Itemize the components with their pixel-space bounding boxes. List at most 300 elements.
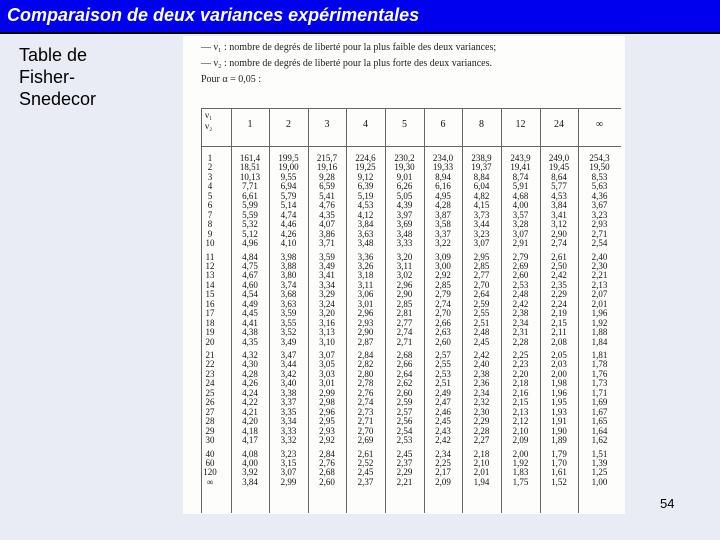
table-cell: 3,23 — [280, 448, 297, 459]
table-cell: 3,23 — [591, 209, 608, 220]
table-cell: 1,81 — [591, 350, 608, 360]
table-cell: 3,71 — [319, 238, 335, 249]
legend-line: — ν₂ : nombre de degrés de liberté pour la plus forte des deux variances. — [201, 58, 492, 69]
table-cell: 1,67 — [591, 406, 608, 417]
table-cell: 2,60 — [396, 387, 413, 398]
table-cell: 2,52 — [357, 457, 374, 468]
table-cell: 2,90 — [551, 228, 567, 239]
column-header: 12 — [515, 119, 526, 130]
table-cell: 3,87 — [435, 209, 451, 220]
legend-line: Pour α = 0,05 : — [201, 74, 262, 85]
table-cell: 4,10 — [280, 238, 297, 249]
table-cell: 2,63 — [435, 327, 451, 338]
table-cell: 3,58 — [435, 219, 451, 230]
table-cell: 3,35 — [280, 406, 297, 417]
table-cell: 3,63 — [280, 298, 297, 309]
table-cell: 3,11 — [396, 260, 413, 271]
column-header: 4 — [363, 119, 368, 130]
table-cell: 238,9 — [471, 153, 492, 163]
table-cell: 6,04 — [473, 181, 490, 192]
table-cell: 3,40 — [280, 378, 297, 389]
table-cell: 3,84 — [242, 476, 258, 487]
table-cell: 2,38 — [473, 368, 490, 379]
table-cell: 6,94 — [280, 181, 297, 192]
table-cell: 2,13 — [591, 279, 608, 290]
table-cell: 3,06 — [357, 289, 374, 300]
table-cell: 1,92 — [591, 317, 608, 328]
table-cell: 5,77 — [551, 181, 567, 192]
table-cell: 2,45 — [473, 336, 490, 347]
table-cell: 2,47 — [435, 397, 451, 408]
table-cell: 4,26 — [242, 378, 258, 389]
table-cell: 2,35 — [551, 279, 567, 290]
table-cell: 3,23 — [473, 228, 490, 239]
column-header: 24 — [554, 119, 564, 130]
table-cell: 1,65 — [591, 416, 608, 427]
table-cell: 2,82 — [357, 359, 374, 370]
table-cell: 2,60 — [435, 336, 451, 347]
table-cell: 3,29 — [319, 289, 335, 300]
table-cell: 2,70 — [357, 425, 374, 436]
table-cell: 2,57 — [435, 350, 451, 360]
table-cell: 2,61 — [551, 251, 567, 262]
table-cell: 2,15 — [512, 397, 529, 408]
table-cell: 3,28 — [512, 219, 529, 230]
table-cell: 10,13 — [239, 171, 261, 182]
table-cell: 2,68 — [319, 467, 335, 478]
table-cell: 3,84 — [551, 200, 567, 211]
table-cell: 4,38 — [242, 327, 258, 338]
table-cell: 1,51 — [591, 448, 608, 459]
row-label: 17 — [205, 308, 215, 319]
column-header: 1 — [247, 119, 253, 130]
table-cell: 2,28 — [512, 336, 529, 347]
table-cell: 2,90 — [357, 327, 374, 338]
table-cell: 2,43 — [435, 425, 451, 436]
table-cell: 6,16 — [435, 181, 451, 192]
table-cell: 3,86 — [319, 228, 335, 239]
table-cell: 3,41 — [551, 209, 567, 220]
table-cell: 4,76 — [319, 200, 335, 211]
table-cell: 6,61 — [242, 190, 258, 201]
table-cell: 3,22 — [435, 238, 451, 249]
table-cell: 2,99 — [319, 387, 335, 398]
table-cell: 2,48 — [473, 327, 490, 338]
table-cell: 5,05 — [396, 190, 413, 201]
table-cell: 3,34 — [319, 279, 335, 290]
row-label: 13 — [205, 270, 215, 281]
table-cell: 4,84 — [242, 251, 258, 262]
table-cell: 2,85 — [473, 260, 490, 271]
table-cell: 2,45 — [396, 448, 413, 459]
table-cell: 2,68 — [396, 350, 413, 360]
table-cell: 1,25 — [591, 467, 608, 478]
table-cell: 4,24 — [242, 387, 258, 398]
table-cell: 5,79 — [280, 190, 297, 201]
table-cell: 4,36 — [591, 190, 608, 201]
table-cell: 1,64 — [591, 425, 608, 436]
table-cell: 2,32 — [473, 397, 490, 408]
table-cell: 3,32 — [280, 435, 297, 446]
table-cell: 2,29 — [473, 416, 490, 427]
table-cell: 7,71 — [242, 181, 258, 192]
row-label: 2 — [207, 162, 213, 173]
table-cell: 2,76 — [319, 457, 335, 468]
table-cell: 2,70 — [435, 308, 451, 319]
table-cell: 2,45 — [357, 467, 374, 478]
table-cell: 2,66 — [396, 359, 413, 370]
table-cell: 4,67 — [242, 270, 258, 281]
table-header-line — [201, 146, 621, 147]
table-cell: 2,96 — [319, 406, 335, 417]
table-cell: 2,55 — [435, 359, 451, 370]
legend-line: — ν₁ : nombre de degrés de liberté pour la plus faible des deux variances; — [201, 42, 497, 53]
table-cell: 4,20 — [242, 416, 258, 427]
table-cell: 1,94 — [473, 476, 490, 487]
table-cell: 3,10 — [319, 336, 335, 347]
table-cell: 2,00 — [512, 448, 529, 459]
table-cell: 2,92 — [319, 435, 335, 446]
table-cell: 2,60 — [512, 270, 529, 281]
table-cell: 3,59 — [319, 251, 335, 262]
table-cell: 2,24 — [551, 298, 567, 309]
table-cell: 4,49 — [242, 298, 258, 309]
corner-nu1: ν₁ — [205, 110, 213, 120]
left-label — [19, 44, 179, 110]
row-label: 7 — [207, 209, 213, 220]
table-cell: 224,6 — [355, 153, 376, 163]
table-cell: 2,93 — [319, 425, 335, 436]
table-cell: 3,33 — [396, 238, 413, 249]
table-cell: 1,96 — [591, 308, 608, 319]
table-cell: 4,15 — [473, 200, 490, 211]
table-cell: 3,09 — [435, 251, 451, 262]
row-label: 29 — [205, 425, 215, 436]
table-cell: 2,34 — [435, 448, 451, 459]
table-cell: 8,94 — [435, 171, 451, 182]
table-cell: 1,62 — [591, 435, 608, 446]
table-cell: 8,74 — [512, 171, 529, 182]
table-cell: 2,74 — [396, 327, 413, 338]
table-cell: 2,30 — [591, 260, 608, 271]
table-cell: 2,70 — [473, 279, 490, 290]
table-cell: 6,59 — [319, 181, 335, 192]
table-cell: 2,53 — [512, 279, 529, 290]
table-cell: 3,48 — [396, 228, 413, 239]
table-cell: 5,63 — [591, 181, 608, 192]
table-cell: 1,75 — [512, 476, 529, 487]
table-cell: 1,88 — [591, 327, 608, 338]
table-cell: 2,36 — [473, 378, 490, 389]
table-cell: 2,96 — [357, 308, 374, 319]
table-cell: 2,81 — [396, 308, 413, 319]
table-cell: 2,79 — [512, 251, 529, 262]
table-cell: 2,77 — [396, 317, 413, 328]
table-cell: 4,30 — [242, 359, 258, 370]
table-cell: 3,05 — [319, 359, 335, 370]
table-cell: 2,00 — [551, 368, 567, 379]
table-cell: 4,12 — [357, 209, 374, 220]
table-cell: 9,12 — [357, 171, 374, 182]
table-cell: 2,61 — [357, 448, 374, 459]
table-cell: 230,2 — [394, 153, 415, 163]
table-cell: 2,85 — [396, 298, 413, 309]
table-cell: 2,96 — [396, 279, 413, 290]
table-cell: 2,80 — [357, 368, 374, 379]
table-cell: 3,48 — [357, 238, 374, 249]
left-label-line: Fisher- — [19, 67, 76, 87]
table-cell: 3,49 — [280, 336, 297, 347]
table-cell: 2,18 — [473, 448, 490, 459]
column-header: 8 — [479, 119, 484, 130]
table-cell: 3,34 — [280, 416, 297, 427]
table-cell: 2,71 — [396, 336, 413, 347]
table-cell: 2,53 — [396, 435, 413, 446]
fisher-table — [201, 108, 621, 513]
table-cell: 2,84 — [357, 350, 374, 360]
table-cell: 2,31 — [512, 327, 529, 338]
table-cell: 6,26 — [396, 181, 413, 192]
table-cell: 3,42 — [280, 368, 297, 379]
table-cell: 3,69 — [396, 219, 413, 230]
table-cell: 5,91 — [512, 181, 529, 192]
table-cell: 2,29 — [396, 467, 413, 478]
table-cell: 2,49 — [435, 387, 451, 398]
table-cell: 2,50 — [551, 260, 567, 271]
table-cell: 19,00 — [278, 162, 299, 173]
table-cell: 2,37 — [396, 457, 413, 468]
table-cell: 3,15 — [280, 457, 297, 468]
table-cell: 2,28 — [473, 425, 490, 436]
row-label: 30 — [205, 435, 215, 446]
table-cell: 2,19 — [551, 308, 567, 319]
table-cell: 3,92 — [242, 467, 258, 478]
row-label: 4 — [207, 181, 213, 192]
table-cell: 4,26 — [280, 228, 297, 239]
table-cell: 3,26 — [357, 260, 374, 271]
table-cell: 2,74 — [551, 238, 567, 249]
row-label: 10 — [205, 238, 215, 249]
table-cell: 1,71 — [591, 387, 608, 398]
column-header: 3 — [324, 119, 330, 130]
row-label: 120 — [203, 467, 217, 478]
table-cell: 2,27 — [473, 435, 490, 446]
table-cell: 5,12 — [242, 228, 258, 239]
table-cell: 2,09 — [512, 435, 529, 446]
table-cell: 4,07 — [319, 219, 335, 230]
row-label: 15 — [205, 289, 215, 300]
table-cell: 2,85 — [435, 279, 451, 290]
row-label: 24 — [205, 378, 215, 389]
table-cell: 2,03 — [551, 359, 567, 370]
row-label: 9 — [207, 228, 213, 239]
table-cell: 2,09 — [435, 476, 451, 487]
table-cell: 8,84 — [473, 171, 490, 182]
table-cell: 18,51 — [239, 162, 261, 173]
table-cell: 2,25 — [512, 350, 529, 360]
table-cell: 3,24 — [319, 298, 335, 309]
table-top-line — [201, 108, 621, 109]
table-cell: 3,59 — [280, 308, 297, 319]
table-cell: 2,79 — [435, 289, 451, 300]
table-cell: 19,33 — [432, 162, 454, 173]
table-cell: 3,88 — [280, 260, 297, 271]
table-cell: 2,34 — [512, 317, 529, 328]
table-cell: 19,37 — [471, 162, 492, 173]
table-cell: 8,53 — [591, 171, 608, 182]
row-label: 3 — [207, 171, 213, 182]
table-cell: 2,37 — [357, 476, 374, 487]
table-cell: 3,00 — [435, 260, 451, 271]
table-cell: 9,55 — [280, 171, 297, 182]
table-cell: 249,0 — [548, 153, 570, 163]
table-cell: 2,45 — [435, 416, 451, 427]
table-cell: 1,76 — [591, 368, 608, 379]
table-cell: 4,28 — [242, 368, 258, 379]
table-cell: 3,16 — [319, 317, 335, 328]
table-cell: 9,01 — [396, 171, 413, 182]
table-cell: 2,95 — [319, 416, 335, 427]
table-cell: 4,39 — [396, 200, 413, 211]
table-cell: 5,14 — [280, 200, 297, 211]
table-cell: 4,21 — [242, 406, 258, 417]
table-cell: 2,71 — [591, 228, 608, 239]
table-cell: 1,61 — [551, 467, 567, 478]
table-cell: 2,17 — [435, 467, 451, 478]
table-cell: 4,82 — [473, 190, 490, 201]
fisher-table-image — [183, 36, 625, 514]
table-cell: 3,97 — [396, 209, 413, 220]
table-cell: 3,01 — [357, 298, 374, 309]
row-label: 23 — [205, 368, 215, 379]
table-cell: 3,02 — [396, 270, 413, 281]
table-cell: 2,46 — [435, 406, 451, 417]
table-cell: 4,35 — [319, 209, 335, 220]
table-cell: 3,20 — [319, 308, 335, 319]
table-cell: 3,38 — [280, 387, 297, 398]
table-cell: 3,63 — [357, 228, 374, 239]
table-cell: 2,64 — [473, 289, 490, 300]
column-header: ∞ — [595, 119, 604, 130]
table-cell: 3,44 — [473, 219, 490, 230]
table-cell: 2,59 — [396, 397, 413, 408]
table-cell: 1,84 — [591, 336, 608, 347]
table-cell: 3,20 — [396, 251, 413, 262]
table-cell: 2,98 — [319, 397, 335, 408]
table-cell: 2,15 — [551, 317, 567, 328]
table-cell: 3,36 — [357, 251, 374, 262]
table-cell: 1,95 — [551, 397, 567, 408]
table-cell: 1,39 — [591, 457, 608, 468]
table-cell: 5,41 — [319, 190, 335, 201]
table-cell: 4,96 — [242, 238, 258, 249]
table-cell: 4,35 — [242, 336, 258, 347]
column-header: 6 — [440, 119, 446, 130]
table-cell: 2,53 — [435, 368, 451, 379]
table-cell: 2,60 — [319, 476, 335, 487]
table-cell: 2,55 — [473, 308, 490, 319]
table-cell: 2,29 — [551, 289, 567, 300]
table-cell: 2,95 — [473, 251, 490, 262]
table-cell: 19,16 — [316, 162, 338, 173]
table-cell: 3,03 — [319, 368, 335, 379]
table-cell: 3,74 — [280, 279, 297, 290]
table-cell: 5,99 — [242, 200, 258, 211]
table-cell: 1,90 — [551, 425, 567, 436]
table-cell: 19,50 — [589, 162, 610, 173]
table-cell: 2,42 — [551, 270, 567, 281]
row-label: ∞ — [206, 476, 214, 487]
table-cell: 2,56 — [396, 416, 413, 427]
table-cell: 1,89 — [551, 435, 567, 446]
table-cell: 2,42 — [473, 350, 490, 360]
row-label: 21 — [205, 350, 215, 360]
table-cell: 5,19 — [357, 190, 374, 201]
table-cell: 1,83 — [512, 467, 529, 478]
table-cell: 2,38 — [512, 308, 529, 319]
table-cell: 2,48 — [512, 289, 529, 300]
table-cell: 2,66 — [435, 317, 451, 328]
row-label: 6 — [207, 200, 213, 211]
table-cell: 2,51 — [473, 317, 490, 328]
table-cell: 3,41 — [319, 270, 335, 281]
table-cell: 2,57 — [396, 406, 413, 417]
table-cell: 2,10 — [473, 457, 490, 468]
table-cell: 2,76 — [357, 387, 374, 398]
table-cell: 19,25 — [355, 162, 376, 173]
table-cell: 4,95 — [435, 190, 451, 201]
table-cell: 6,39 — [357, 181, 374, 192]
table-cell: 243,9 — [510, 153, 531, 163]
table-cell: 2,01 — [591, 298, 608, 309]
table-cell: 3,73 — [473, 209, 490, 220]
table-cell: 5,59 — [242, 209, 258, 220]
table-cell: 3,01 — [319, 378, 335, 389]
row-label: 28 — [205, 416, 215, 427]
table-cell: 3,49 — [319, 260, 335, 271]
table-cell: 3,57 — [512, 209, 529, 220]
table-cell: 4,46 — [280, 219, 297, 230]
table-cell: 234,0 — [432, 153, 454, 163]
row-label: 12 — [205, 260, 215, 271]
table-cell: 2,40 — [473, 359, 490, 370]
table-cell: 3,33 — [280, 425, 297, 436]
table-cell: 3,12 — [551, 219, 567, 230]
table-cell: 3,52 — [280, 327, 297, 338]
table-cell: 2,93 — [357, 317, 374, 328]
table-cell: 4,68 — [512, 190, 529, 201]
table-cell: 2,16 — [512, 387, 529, 398]
table-cell: 4,53 — [357, 200, 374, 211]
table-cell: 1,96 — [551, 387, 567, 398]
row-label: 8 — [207, 219, 213, 230]
row-label: 26 — [205, 397, 215, 408]
table-cell: 254,3 — [589, 153, 610, 163]
table-cell: 3,07 — [319, 350, 335, 360]
table-cell: 3,84 — [357, 219, 374, 230]
table-cell: 2,78 — [357, 378, 374, 389]
table-cell: 1,00 — [591, 476, 608, 487]
table-cell: 3,18 — [357, 270, 374, 281]
table-cell: 3,80 — [280, 270, 297, 281]
table-cell: 2,10 — [512, 425, 529, 436]
table-cell: 4,75 — [242, 260, 258, 271]
row-label: 5 — [207, 190, 213, 201]
table-cell: 2,01 — [473, 467, 490, 478]
table-cell: 2,71 — [357, 416, 374, 427]
table-cell: 2,08 — [551, 336, 567, 347]
table-cell: 3,07 — [280, 467, 297, 478]
